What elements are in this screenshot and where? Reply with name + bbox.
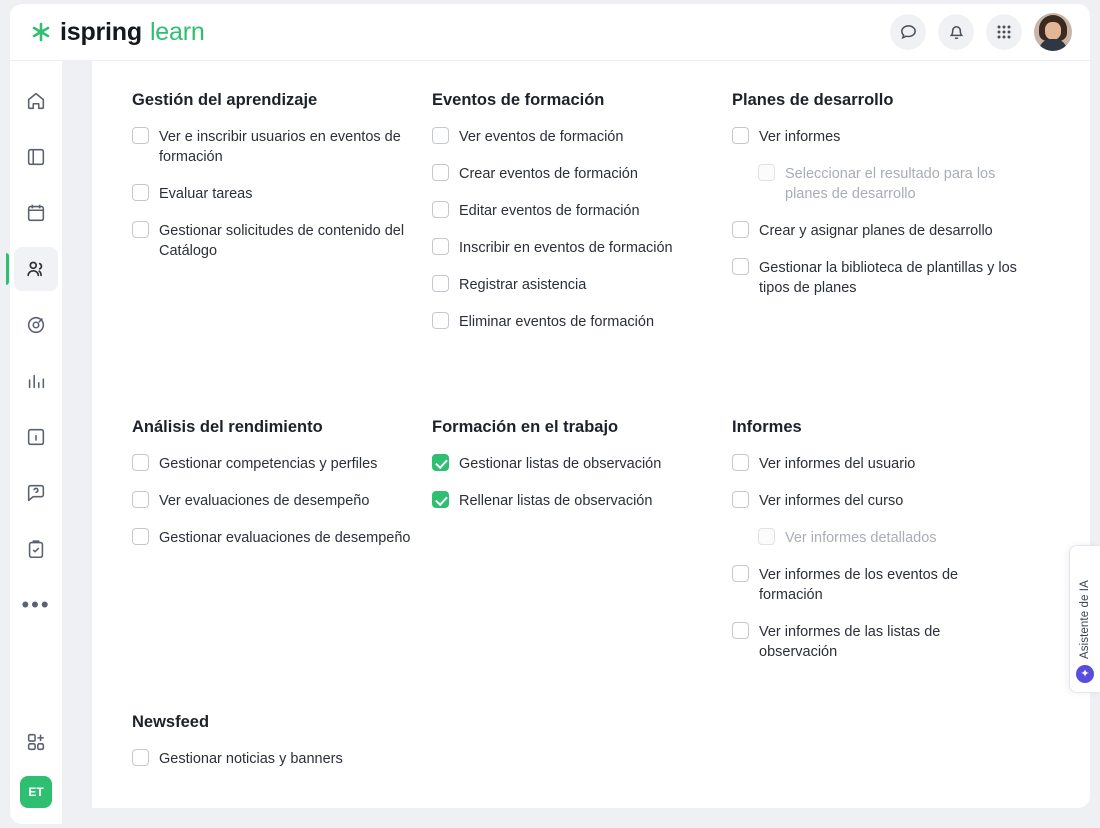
brand-name-bold: ispring [60,17,142,46]
group-title: Gestión del aprendizaje [132,91,318,109]
permission-group [432,406,732,678]
group-title: Eventos de formación [432,91,605,109]
permission-group [132,406,432,678]
permission-label: Ver informes [759,129,841,145]
checkbox[interactable] [732,221,749,238]
permission-row[interactable] [432,163,718,184]
sidebar-item-home[interactable] [14,79,58,123]
checkbox[interactable] [732,258,749,275]
checkbox[interactable] [132,221,149,238]
permission-row[interactable] [732,621,1018,662]
checkbox[interactable] [132,528,149,545]
checkbox[interactable] [732,454,749,471]
permission-group [732,406,1022,678]
checkbox[interactable] [432,238,449,255]
permission-label: Eliminar eventos de formación [459,314,655,330]
permission-label: Ver informes detallados [785,530,937,546]
sidebar-item-help[interactable] [14,471,58,515]
sidebar-item-goals[interactable] [14,303,58,347]
checkbox[interactable] [132,749,149,766]
permission-label: Gestionar solicitudes de contenido del Catálogo [159,223,405,259]
permission-label: Crear eventos de formación [459,166,638,182]
checkbox [758,164,775,181]
permission-row[interactable] [132,527,418,548]
permission-row [732,527,1018,548]
permission-row[interactable] [732,257,1018,298]
permission-row[interactable] [732,220,1018,241]
permission-row[interactable] [132,220,418,261]
ai-assistant-label: Asistente de IA [1079,580,1091,659]
brand-name-light: learn [149,17,205,46]
permission-label: Editar eventos de formación [459,203,640,219]
checkbox[interactable] [432,312,449,329]
ellipsis-icon: ••• [21,592,51,617]
permission-label: Gestionar listas de observación [459,456,662,472]
avatar-body [1039,39,1067,51]
sidebar-item-analytics[interactable] [14,359,58,403]
permission-label: Ver informes de los eventos de formación [759,567,959,603]
permission-row[interactable] [132,490,418,511]
permission-row[interactable] [132,748,418,769]
account-badge[interactable]: ET [20,776,52,808]
permission-row[interactable] [732,490,1018,511]
group-title: Análisis del rendimiento [132,418,323,436]
user-avatar[interactable] [1034,13,1072,51]
sparkle-icon: ✦ [1076,665,1094,683]
permission-label: Gestionar competencias y perfiles [159,456,378,472]
permission-row[interactable] [432,126,718,147]
permission-label: Registrar asistencia [459,277,587,293]
permission-label: Rellenar listas de observación [459,493,653,509]
permission-label: Crear y asignar planes de desarrollo [759,223,993,239]
checkbox[interactable] [732,491,749,508]
checkbox[interactable] [432,127,449,144]
permission-label: Gestionar evaluaciones de desempeño [159,530,411,546]
checkbox [758,528,775,545]
checkbox[interactable] [132,127,149,144]
permission-row[interactable] [132,126,418,167]
checkbox[interactable] [432,275,449,292]
checkbox[interactable] [732,565,749,582]
permission-row[interactable] [732,564,1018,605]
brand-logo[interactable] [30,18,205,47]
permission-row[interactable] [132,453,418,474]
permission-label: Ver informes de las listas de observación [759,624,941,660]
checkbox[interactable] [432,164,449,181]
checkbox[interactable] [132,454,149,471]
top-bar-actions [890,13,1072,51]
permission-group [732,79,1022,348]
checkbox[interactable] [132,491,149,508]
permission-group [432,79,732,348]
sidebar-item-users[interactable] [14,247,58,291]
asterisk-icon [30,21,52,43]
sidebar-item-integrations[interactable] [14,720,58,764]
permission-label: Gestionar la biblioteca de plantillas y los tipos de planes [759,260,1017,296]
permission-row[interactable] [132,183,418,204]
chat-icon[interactable] [890,14,926,50]
checkbox[interactable] [732,127,749,144]
permission-row[interactable] [432,453,718,474]
sidebar-item-calendar[interactable] [14,191,58,235]
permission-row[interactable] [432,274,718,295]
checkbox[interactable] [432,201,449,218]
group-title: Informes [732,418,802,436]
checkbox[interactable] [432,454,449,471]
top-bar [10,4,1090,60]
permission-row[interactable] [432,490,718,511]
permission-row[interactable] [432,311,718,332]
ai-assistant-tab[interactable] [1069,545,1100,693]
bell-icon[interactable] [938,14,974,50]
grid-apps-icon[interactable] [986,14,1022,50]
permission-label: Evaluar tareas [159,186,253,202]
permission-row[interactable] [732,126,1018,147]
group-title: Newsfeed [132,713,210,731]
sidebar-item-courses[interactable] [14,135,58,179]
checkbox[interactable] [132,184,149,201]
permission-label: Ver eventos de formación [459,129,624,145]
avatar-face [1045,22,1061,40]
left-sidebar [10,60,62,824]
sidebar-item-more[interactable] [14,583,58,627]
permission-label: Ver evaluaciones de desempeño [159,493,370,509]
permission-row[interactable] [432,237,718,258]
permission-row[interactable] [432,200,718,221]
permission-label: Gestionar noticias y banners [159,751,343,767]
checkbox[interactable] [432,491,449,508]
permissions-grid [132,79,1052,694]
permission-label: Ver e inscribir usuarios en eventos de formación [159,129,401,165]
permission-label: Ver informes del curso [759,493,904,509]
permission-row[interactable] [732,453,1018,474]
group-title: Formación en el trabajo [432,418,619,436]
sidebar-item-content[interactable] [14,415,58,459]
permission-label: Ver informes del usuario [759,456,916,472]
permission-label: Seleccionar el resultado para los planes de desarrollo [785,166,996,202]
permission-group [132,79,432,348]
group-title: Planes de desarrollo [732,91,894,109]
permissions-panel [92,60,1090,808]
permission-group-newsfeed [132,701,532,785]
checkbox[interactable] [732,622,749,639]
sidebar-item-tasks[interactable] [14,527,58,571]
permission-label: Inscribir en eventos de formación [459,240,673,256]
permission-row [732,163,1018,204]
